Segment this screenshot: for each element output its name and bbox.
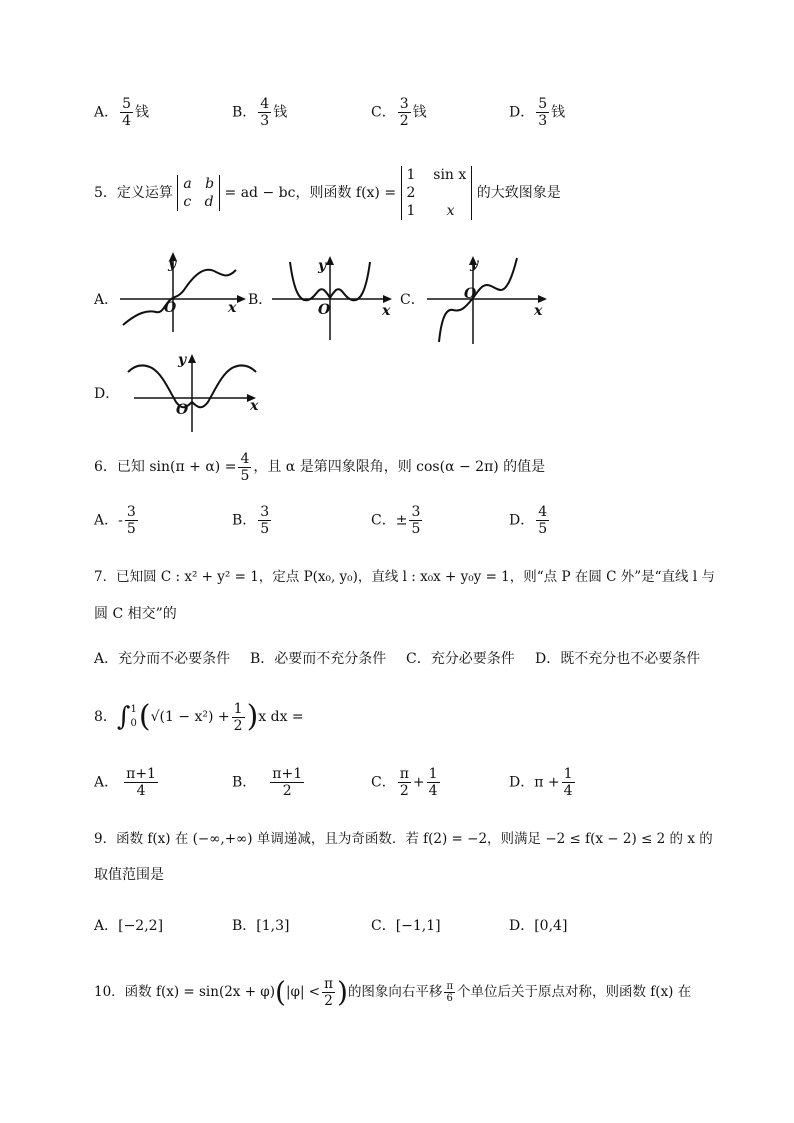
denominator: 2 — [399, 783, 409, 799]
numerator: 1 — [563, 766, 573, 782]
q8-option-a — [94, 766, 160, 799]
x-label: x — [382, 303, 391, 319]
option-label: A． — [94, 104, 119, 121]
q8-option-c — [371, 766, 442, 799]
fraction — [398, 96, 411, 129]
fraction — [322, 976, 335, 1009]
denominator: 4 — [136, 783, 146, 799]
fraction — [409, 504, 422, 537]
x-label: x — [228, 300, 237, 316]
det-d: d — [204, 194, 214, 210]
q4-option-d — [509, 96, 565, 129]
q7-stem-line2: 圆 C 相交”的 — [94, 606, 177, 622]
m-11: 1 — [406, 167, 416, 183]
numerator: 4 — [260, 96, 270, 112]
fraction — [270, 766, 304, 799]
unit: 钱 — [135, 104, 150, 121]
fraction — [238, 451, 251, 484]
small-fraction — [444, 981, 455, 1004]
numerator: 3 — [260, 504, 270, 520]
y-label: y — [178, 352, 187, 368]
denominator: 4 — [563, 783, 573, 799]
q7-option-d: D．既不充分也不必要条件 — [535, 651, 701, 667]
q7-option-a: A．充分而不必要条件 — [94, 651, 231, 667]
fraction — [125, 504, 138, 537]
q6-stem — [94, 448, 545, 486]
denominator: 5 — [240, 467, 250, 484]
determinant-definition — [177, 175, 220, 211]
numerator: π — [324, 976, 333, 992]
denominator: 2 — [233, 717, 243, 734]
q5-option-d-label: D． — [94, 386, 120, 402]
option-label: B． — [232, 774, 257, 791]
q6-option-d — [509, 504, 551, 537]
denominator: 5 — [411, 521, 421, 537]
numerator: 5 — [538, 96, 548, 112]
fraction — [232, 701, 245, 734]
fraction — [398, 766, 411, 799]
function-determinant — [401, 166, 473, 220]
numerator: 1 — [428, 766, 438, 782]
graph-b — [270, 252, 395, 342]
y-label: y — [168, 256, 177, 272]
y-label: y — [470, 256, 479, 272]
q5-suffix: 的大致图象是 — [476, 185, 561, 201]
q6-option-a — [94, 504, 140, 537]
graph-a — [118, 250, 248, 335]
numerator: 3 — [126, 504, 136, 520]
q8-option-b — [232, 766, 306, 799]
fraction — [536, 96, 549, 129]
numerator: π+1 — [272, 766, 303, 782]
fraction — [562, 766, 575, 799]
q10-prefix: 10．函数 f(x) = sin(2x + φ) — [94, 984, 276, 1000]
numerator: 3 — [411, 504, 421, 520]
q9-stem-line2: 取值范围是 — [94, 867, 164, 883]
m-31: 1 — [406, 203, 416, 219]
q5-option-b-label: B． — [248, 292, 273, 308]
y-label: y — [318, 258, 327, 274]
option-label: D． — [509, 774, 535, 791]
q9-option-a: A．[−2,2] — [94, 918, 164, 934]
q8-prefix: 8． — [94, 709, 117, 725]
fraction — [120, 96, 133, 129]
det-b: b — [205, 176, 215, 192]
denominator: 4 — [428, 783, 438, 799]
origin-label: O — [464, 286, 477, 302]
denominator: 2 — [324, 993, 333, 1009]
denominator: 5 — [126, 521, 136, 537]
numerator: 1 — [233, 700, 243, 717]
q5-prefix: 5．定义运算 — [94, 185, 173, 201]
denominator: 4 — [122, 113, 132, 129]
q6-option-b — [232, 504, 273, 537]
q10-middle: 的图象向右平移 — [347, 984, 443, 1000]
graph-c — [425, 252, 550, 347]
q5-stem — [94, 166, 561, 220]
x-label: x — [534, 303, 543, 319]
numerator: π — [399, 766, 409, 782]
origin-label: O — [318, 302, 331, 318]
q10-suffix: 个单位后关于原点对称，则函数 f(x) 在 — [457, 984, 692, 1000]
denominator: 5 — [538, 521, 548, 537]
curve — [123, 270, 236, 325]
q8-option-d — [509, 766, 577, 799]
denominator: 5 — [260, 521, 270, 537]
det-c: c — [183, 194, 192, 210]
q7-option-c: C．充分必要条件 — [406, 651, 515, 667]
det-a: a — [183, 176, 192, 192]
numerator: π — [446, 981, 454, 992]
fraction — [427, 766, 440, 799]
denominator: 3 — [538, 113, 548, 129]
option-label: C． — [371, 774, 396, 791]
option-label: C． — [371, 104, 396, 121]
d-prefix: π + — [534, 774, 560, 791]
m-32: x — [446, 203, 455, 219]
q9-stem-line1: 9．函数 f(x) 在 (−∞,+∞) 单调递减，且为奇函数．若 f(2) = −2，则满足 −2 ≤ f(x − 2) ≤ 2 的 x 的 — [94, 831, 713, 847]
numerator: 4 — [240, 450, 250, 467]
graph-d — [122, 350, 262, 435]
q8-stem: 8．∫ 1 0 (√(1 − x²) + $\frac{1}{2}$ )x dx = — [94, 699, 304, 734]
q10-condition: |φ| < — [285, 984, 321, 1000]
fraction — [258, 96, 271, 129]
m-12: sin x — [433, 167, 467, 183]
numerator: 3 — [399, 96, 409, 112]
q6-prefix: 6．已知 sin(π + α) = — [94, 459, 237, 475]
option-label: D． — [509, 104, 535, 121]
unit: 钱 — [412, 104, 427, 121]
unit: 钱 — [551, 104, 566, 121]
option-label: D． — [509, 512, 535, 529]
q5-equation: = ad − bc，则函数 f(x) = — [224, 185, 397, 201]
option-label: B． — [232, 104, 257, 121]
q5-option-c-label: C． — [400, 292, 425, 308]
q5-option-a-label: A． — [94, 292, 119, 308]
q4-option-c — [371, 96, 427, 129]
x-arrow-icon — [237, 295, 246, 303]
denominator: 6 — [446, 993, 453, 1004]
option-label: C．± — [371, 512, 408, 529]
q4-option-b — [232, 96, 287, 129]
plus-sign: + — [412, 774, 425, 791]
q7-option-b: B．必要而不充分条件 — [250, 651, 387, 667]
lower-limit: 0 — [130, 718, 137, 729]
origin-label: O — [176, 402, 189, 418]
q8-tail: x dx = — [258, 709, 304, 725]
upper-limit: 1 — [130, 704, 137, 715]
sqrt-term: √(1 − x²) + — [150, 709, 230, 725]
q6-option-c — [371, 504, 424, 537]
x-arrow-icon — [383, 295, 392, 303]
q6-suffix: ，且 α 是第四象限角，则 cos(α − 2π) 的值是 — [253, 459, 546, 475]
x-arrow-icon — [538, 295, 547, 303]
fraction — [124, 766, 158, 799]
q10-stem: 10．函数 f(x) = sin(2x + φ)(|φ| < $\frac{\pi}{2}$ )的图象向右平移 $\frac{\pi}{6}$ 个单位后关于原点对称，则函数 f(x) 在 — [94, 975, 692, 1009]
option-label: A． — [94, 774, 119, 791]
option-label: A．- — [94, 512, 123, 529]
fraction — [258, 504, 271, 537]
denominator: 3 — [260, 113, 270, 129]
option-label: B． — [232, 512, 257, 529]
q7-stem-line1: 7．已知圆 C : x² + y² = 1，定点 P(x₀, y₀)，直线 l : x₀x + y₀y = 1，则“点 P 在圆 C 外”是“直线 l 与 — [94, 569, 715, 585]
x-label: x — [250, 398, 259, 414]
m-21: 2 — [406, 185, 416, 201]
integral-sign: ∫ — [116, 702, 131, 732]
numerator: 5 — [122, 96, 132, 112]
origin-label: O — [164, 300, 177, 316]
numerator: π+1 — [126, 766, 156, 782]
y-arrow-icon — [326, 256, 334, 265]
q9-option-b: B．[1,3] — [232, 918, 290, 934]
unit: 钱 — [273, 104, 288, 121]
q9-option-d: D．[0,4] — [509, 918, 568, 934]
y-arrow-icon — [188, 354, 196, 363]
q9-option-c: C．[−1,1] — [371, 918, 441, 934]
denominator: 2 — [399, 113, 409, 129]
q4-option-a — [94, 96, 149, 129]
numerator: 4 — [538, 504, 548, 520]
fraction — [536, 504, 549, 537]
denominator: 2 — [282, 783, 292, 799]
